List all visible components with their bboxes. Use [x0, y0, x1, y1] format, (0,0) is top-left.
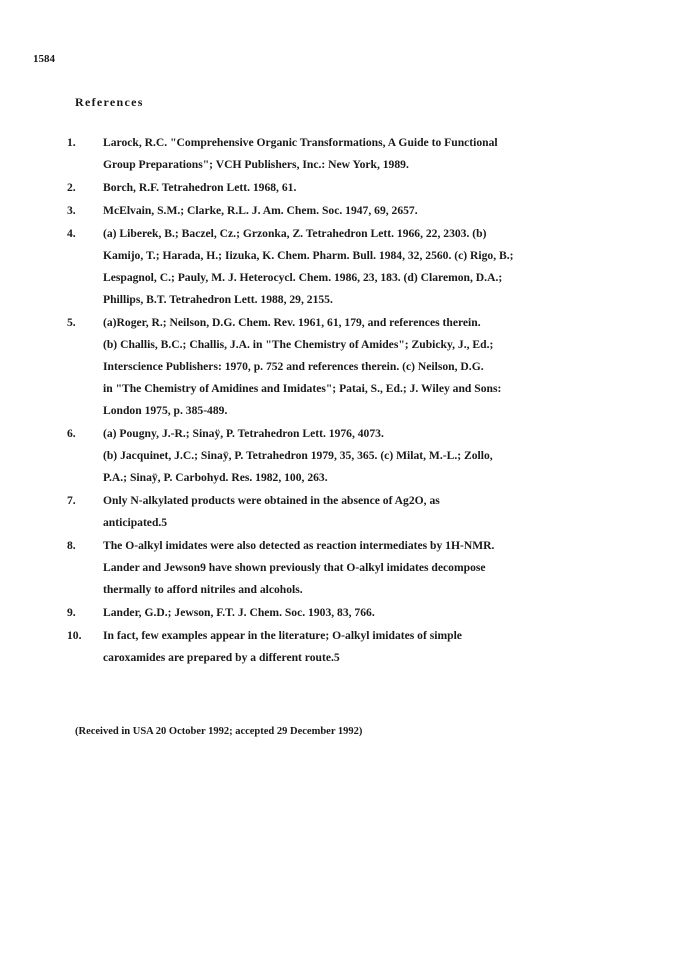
reference-line: (b) Jacquinet, J.C.; Sinaÿ, P. Tetrahedron 1979, 35, 365. (c) Milat, M.-L.; Zollo,	[103, 449, 493, 462]
reference-text	[103, 223, 612, 311]
reference-item	[67, 602, 612, 624]
reference-text	[103, 423, 612, 489]
reference-line: (b) Challis, B.C.; Challis, J.A. in "The Chemistry of Amides"; Zubicky, J., Ed.;	[103, 338, 494, 351]
reference-number: 6.	[67, 427, 76, 440]
reference-item	[67, 177, 612, 199]
reference-number: 8.	[67, 539, 76, 552]
reference-number: 9.	[67, 606, 76, 619]
reference-text	[103, 177, 612, 199]
reference-text	[103, 625, 612, 669]
reference-item	[67, 625, 612, 669]
reference-line: London 1975, p. 385-489.	[103, 404, 228, 417]
reference-number: 3.	[67, 204, 76, 217]
reference-line: thermally to afford nitriles and alcohols.	[103, 583, 303, 596]
reference-item	[67, 490, 612, 534]
reference-number: 4.	[67, 227, 76, 240]
reference-number: 10.	[67, 629, 82, 642]
reference-text	[103, 132, 612, 176]
reference-line: Phillips, B.T. Tetrahedron Lett. 1988, 29, 2155.	[103, 293, 333, 306]
reference-line: caroxamides are prepared by a different route.5	[103, 651, 340, 664]
reference-line: Interscience Publishers: 1970, p. 752 and references therein. (c) Neilson, D.G.	[103, 360, 484, 373]
reference-list	[67, 132, 612, 670]
reference-line: in "The Chemistry of Amidines and Imidates"; Patai, S., Ed.; J. Wiley and Sons:	[103, 382, 502, 395]
reference-line: Larock, R.C. "Comprehensive Organic Transformations, A Guide to Functional	[103, 136, 498, 149]
reference-text	[103, 535, 612, 601]
reference-line: anticipated.5	[103, 516, 168, 529]
reference-line: (a)Roger, R.; Neilson, D.G. Chem. Rev. 1961, 61, 179, and references therein.	[103, 316, 481, 329]
reference-line: Lander, G.D.; Jewson, F.T. J. Chem. Soc. 1903, 83, 766.	[103, 606, 375, 619]
reference-text	[103, 312, 612, 422]
reference-line: Only N-alkylated products were obtained in the absence of Ag2O, as	[103, 494, 440, 507]
reference-line: In fact, few examples appear in the literature; O-alkyl imidates of simple	[103, 629, 462, 642]
reference-number: 1.	[67, 136, 76, 149]
reference-line: Lander and Jewson9 have shown previously that O-alkyl imidates decompose	[103, 561, 486, 574]
reference-line: P.A.; Sinaÿ, P. Carbohyd. Res. 1982, 100, 263.	[103, 471, 328, 484]
reference-line: Group Preparations"; VCH Publishers, Inc.: New York, 1989.	[103, 158, 409, 171]
reference-line: Lespagnol, C.; Pauly, M. J. Heterocycl. Chem. 1986, 23, 183. (d) Claremon, D.A.;	[103, 271, 503, 284]
reference-item	[67, 535, 612, 601]
reference-line: (a) Pougny, J.-R.; Sinaÿ, P. Tetrahedron Lett. 1976, 4073.	[103, 427, 384, 440]
reference-item	[67, 132, 612, 176]
reference-line: The O-alkyl imidates were also detected as reaction intermediates by 1H-NMR.	[103, 539, 495, 552]
reference-line: Kamijo, T.; Harada, H.; Iizuka, K. Chem. Pharm. Bull. 1984, 32, 2560. (c) Rigo, B.;	[103, 249, 514, 262]
reference-number: 2.	[67, 181, 76, 194]
reference-item	[67, 200, 612, 222]
page-number: 1584	[33, 53, 55, 65]
reference-item	[67, 223, 612, 311]
section-heading: References	[75, 95, 144, 109]
reference-number: 7.	[67, 494, 76, 507]
reference-line: (a) Liberek, B.; Baczel, Cz.; Grzonka, Z. Tetrahedron Lett. 1966, 22, 2303. (b)	[103, 227, 487, 240]
received-note: (Received in USA 20 October 1992; accepted 29 December 1992)	[75, 726, 363, 737]
reference-line: Borch, R.F. Tetrahedron Lett. 1968, 61.	[103, 181, 297, 194]
reference-text	[103, 490, 612, 534]
reference-text	[103, 602, 612, 624]
reference-item	[67, 312, 612, 422]
reference-line: McElvain, S.M.; Clarke, R.L. J. Am. Chem. Soc. 1947, 69, 2657.	[103, 204, 418, 217]
reference-item	[67, 423, 612, 489]
reference-number: 5.	[67, 316, 76, 329]
reference-text	[103, 200, 612, 222]
